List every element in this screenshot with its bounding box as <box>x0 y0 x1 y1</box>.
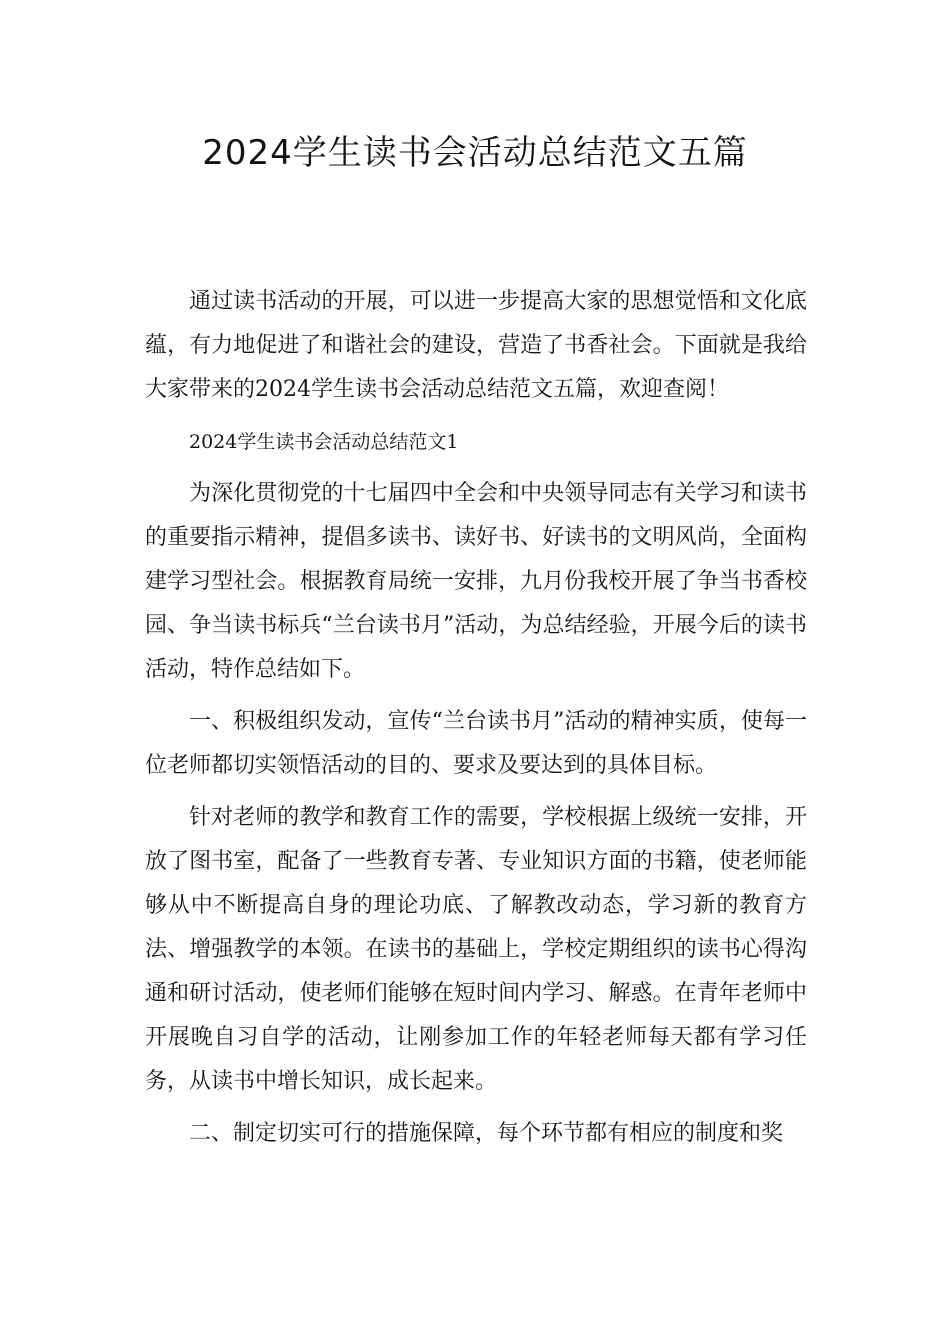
body-paragraph: 为深化贯彻党的十七届四中全会和中央领导同志有关学习和读书的重要指示精神，提倡多读书、读好书、好读书的文明风尚，全面构建学习型社会。根据教育局统一安排，九月份我校开展了争当书香校园、争当读书标兵“兰台读书月”活动，为总结经验，开展今后的读书活动，特作总结如下。 <box>145 481 807 682</box>
body-paragraph: 针对老师的教学和教育工作的需要，学校根据上级统一安排，开放了图书室，配备了一些教育专著、专业知识方面的书籍，使老师能够从中不断提高自身的理论功底、了解教改动态，学习新的教育方法、增强教学的本领。在读书的基础上，学校定期组织的读书心得沟通和研讨活动，使老师们能够在短时间内学习、解惑。在青年老师中开展晚自习自学的活动，让刚参加工作的年轻老师每天都有学习任务，从读书中增长知识，成长起来。 <box>145 805 807 1094</box>
section-heading: 2024学生读书会活动总结范文1 <box>189 431 459 453</box>
document-body <box>145 280 807 1164</box>
body-paragraph: 二、制定切实可行的措施保障，每个环节都有相应的制度和奖 <box>189 1121 784 1146</box>
body-paragraph: 一、积极组织发动，宣传“兰台读书月”活动的精神实质，使每一位老师都切实领悟活动的目的、要求及要达到的具体目标。 <box>145 709 807 778</box>
intro-paragraph: 通过读书活动的开展，可以进一步提高大家的思想觉悟和文化底蕴，有力地促进了和谐社会的建设，营造了书香社会。下面就是我给大家带来的2024学生读书会活动总结范文五篇，欢迎查阅！ <box>145 289 807 402</box>
document-title: 2024学生读书会活动总结范文五篇 <box>202 133 748 173</box>
